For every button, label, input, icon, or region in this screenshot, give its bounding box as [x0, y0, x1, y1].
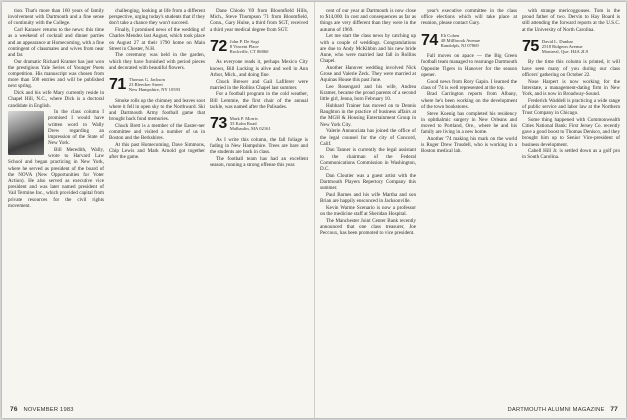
secretary-address: 33 Kohn Road: [229, 121, 257, 127]
paragraph: Let me start the class news by catching up with a couple of weddings. Congratulations are due to Andy McKibbin and his new bride Anne, who were married last fall in Rollins Chapel.: [320, 33, 416, 65]
paragraph: Good news from Rory Gapin. I learned the class of '74 is well represented at the top.: [421, 78, 517, 91]
paragraph: By the time this column is printed, it will have seen many of you during our class officers' gathering on October 22.: [522, 59, 620, 78]
column-3: [210, 8, 308, 388]
paragraph: In the class column I promised I would have written word to Wally Drew regarding an impression of the State of New York.: [48, 109, 104, 147]
paragraph: The football team has had an excellent season, running a strong offense this year.: [210, 155, 308, 168]
class-heading-74: [421, 33, 517, 49]
secretary-address: 48 Millbrook Avenue: [440, 37, 481, 43]
secretary-name: Eli Cohen: [440, 32, 460, 38]
paragraph: The ceremony was held in the garden, which they have furnished with period pieces and decorated with beautiful flowers.: [109, 52, 205, 71]
secretary-name: John P. De Sogi: [229, 38, 259, 44]
column-5: [421, 8, 517, 388]
paragraph: Chuck Brett is a member of the Easter-ner committee and visited a number of us in Boston and the Berkshires.: [109, 122, 205, 142]
paragraph: Frederick Waddell is practicing a wide range of public service and labor law at the Northern Trust Company in Chicago.: [522, 97, 620, 117]
paragraph: Another Hanover wedding involved Nick Grose and Valerie Zeck. They were married at Aquinas House this past June.: [320, 64, 416, 84]
class-year: 75: [522, 37, 539, 55]
paragraph: Cabell Hill Jr. is settled down as a golf pro in South Carolina.: [522, 148, 620, 161]
paragraph: Bill Meredith, Wally, wrote to Harvard Law School and began practicing in New York, where he served as president of the board of the NOVA (New Opportunities for Voter Action). He also served as executive vice president and was later named president of Vail Termine Inc., which provided capital from private resources for the civil rights movement.: [8, 146, 104, 209]
secretary-address: 8 Vincent Place: [229, 44, 259, 50]
class-year: 71: [109, 76, 126, 94]
magazine-spread: [2, 2, 626, 418]
paragraph: challenging, looking at life from a different perspective, urging today's students that if they don't take a chance they won't succeed.: [109, 8, 205, 27]
magazine-title: DARTMOUTH ALUMNI MAGAZINE: [507, 407, 605, 413]
paragraph: Fall moves on apace — the Big Green football team managed to rearrange Dartmouth Opposite Tigers in Hanover for the season opener.: [421, 53, 517, 78]
paragraph: Valerie Annunciata has joined the office of the legal counsel for the city of Concord, Calif.: [320, 128, 416, 147]
column-4: [320, 8, 416, 388]
class-heading-72: [210, 39, 308, 55]
class-year: 74: [421, 31, 438, 49]
paragraph: Dan Tanner is currently the legal assistant to the chairman of the Federal Communications Commission in Washington, D.C.: [320, 147, 416, 173]
classmate-photo: [8, 111, 44, 155]
paragraph: Paul Barnes and his wife Martha and son Brian are happily ensconced in Jacksonville.: [320, 191, 416, 205]
paragraph: Lee Rosengard and his wife, Andrea Kramer, became the proud parents of a second little girl, Jenna, born February 10.: [320, 83, 416, 103]
secretary-name: David L. Dunbar: [541, 38, 574, 44]
secretary-city: Malbaulin, MA 02161: [229, 126, 271, 132]
secretary-address: 2518 Ridgeon Avenue: [541, 44, 583, 50]
paragraph: Dick and his wife Mary currently reside in Chapel Hill, N.C., where Dick is a doctoral candidate in English.: [8, 90, 104, 109]
secretary-city: Rockville, CT 06860: [229, 49, 269, 55]
column-1: [8, 8, 104, 388]
paragraph: Dane Chiodo '69 from Bloomfield Hills, Mich., Steve Thompson '71 from Bloomfield, Conn., Gary Hulse, a third from SGT, received a third year medical degree from SGT.: [210, 8, 308, 33]
left-page-footer: [10, 406, 74, 413]
class-year: 72: [210, 37, 227, 55]
paragraph: Steve Koenig has completed his residency in ophthalmic surgery in New Orleans and moved to Portland, Ore., where he and his family are living in a new home.: [421, 110, 517, 136]
page-gutter: [314, 2, 315, 418]
paragraph: Our dramatic Richard Kramer has just won the prestigious Yale Series of Younger Poets competition. His manuscript was chosen from more than 500 entries and will be published next spring.: [8, 58, 104, 90]
paragraph: Smoke rolls up the chimney and leaves soot where it fell in open sky to the Northward. Ski and Dartmouth Army football game that brought back fond memories.: [109, 97, 205, 123]
secretary-name: Mark P. Morris: [229, 116, 258, 122]
class-heading-75: [522, 39, 620, 55]
paragraph: with strange mericoggouses. Tom is the proud father of two. Dervin to Hay Board is still attending the forward reports at the U.S.C. at the University of North Carolina.: [522, 8, 620, 33]
paragraph: Nose Harpert is now working for the Interstate, a management-dating firm in New York, and is now in Broadway-Sound.: [522, 78, 620, 97]
paragraph: Hubbard Trainer has moved on to Dennis Raughton in the practice of business affairs at the MGH & Housing Entertainment Group in New York City.: [320, 103, 416, 128]
paragraph: At this past Homecoming, Dave Simmons, Chip Lewis and Mark Arnold got together after the game.: [109, 142, 205, 161]
paragraph: Some thing happened with Commonwealth Cities National Bank: First Jersey Co. recently gave a good boost to Thomas Denisco, and they brought him up to Senior Vice-president of business development.: [522, 116, 620, 148]
paragraph: Another '74 making his mark on the world is Roger Drew Trusdell, who is working in a Boston medical lab.: [421, 135, 517, 155]
right-page-footer: [508, 406, 618, 413]
column-6: [522, 8, 620, 388]
paragraph: As everyone reads it, perhaps Mexico City knows, Bill Lucking is alive and well in Ann Arbor, Mich., and doing fine.: [210, 59, 308, 78]
paragraph: tion. That's more than 160 years of family involvement with Dartmouth and a fine sense of continuity with the College.: [8, 8, 104, 27]
class-heading-73: [210, 116, 308, 132]
paragraph: Brad Carrington reports from Albany, where he's been working on the development of the town bookstores.: [421, 91, 517, 110]
issue-date: NOVEMBER 1983: [23, 407, 74, 413]
paragraph: For a football program in the cold weather, Bill Lemmie, the first chair of the annual tackle, was named after the Palisades.: [210, 91, 308, 110]
secretary-city: New Hampshire, NY 10593: [128, 87, 181, 93]
paragraph: year's executive committee in the class office elections which will take place at reunion, please contact Gary.: [421, 8, 517, 27]
paragraph: Kevin Warme Scenario is now a professor on the medicine staff at Sheridan Hospital.: [320, 204, 416, 217]
class-year: 73: [210, 115, 227, 133]
paragraph: Finally, I promised news of the wedding of Charles Mendez last August, which took place on August 27 at their 1790 home on Main Street in Chester, N.H.: [109, 27, 205, 52]
page-number-left: 76: [10, 406, 18, 413]
secretary-city: Montreal, Que. H4A 2L9: [541, 49, 589, 55]
secretary-name: Thomas G. Jackson: [128, 77, 165, 83]
paragraph: Dan Cloutier was a guest artist with the Dartmouth Players Repertory Company this summer.: [320, 172, 416, 192]
paragraph: As I write this column, the fall foliage is fading in New Hampshire. Trees are bare and the students are back in class.: [210, 136, 308, 156]
page-number-right: 77: [610, 406, 618, 413]
secretary-address: 23 Bleecker Street: [128, 82, 163, 88]
paragraph: The Manchester Joint Center Bank recently announced that one class treasurer, Joe Peccoux, has been promoted to vice president.: [320, 217, 416, 237]
secretary-city: Randolph, NJ 07869: [440, 43, 479, 49]
class-heading-71: [109, 77, 205, 93]
paragraph: Chuck Brewer and Gail Lafiferer were married in the Rollins Chapel last summer.: [210, 78, 308, 91]
paragraph: Carl Karasev returns to the news: this time as a weekend of cocktail and dinner parties and an appearance at Homecoming, with a fine contingent of classmates and wives from near and far.: [8, 27, 104, 58]
column-2: [109, 8, 205, 388]
paragraph: cent of our year at Dartmouth is now close to $14,000. In cost and consequences as far as things are very different than they were in the autumn of 1969.: [320, 8, 416, 33]
